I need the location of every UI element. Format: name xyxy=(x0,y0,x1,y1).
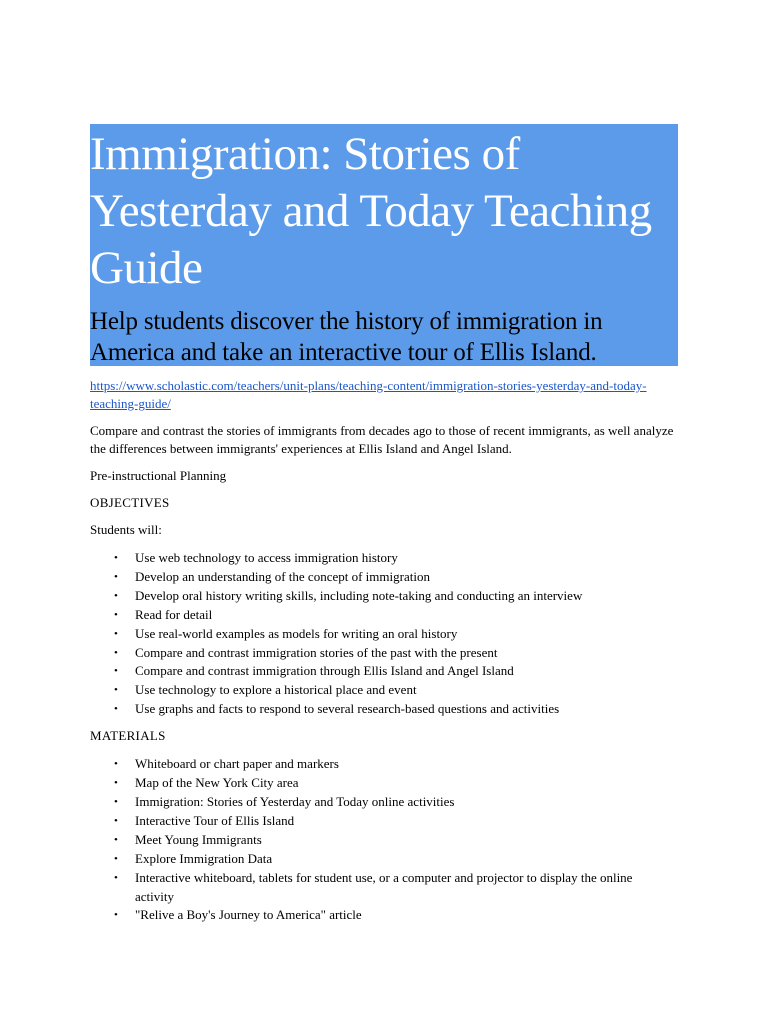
list-item xyxy=(90,606,665,625)
list-item xyxy=(90,793,665,812)
bullet-icon: • xyxy=(114,665,118,678)
list-item-text: Explore Immigration Data xyxy=(135,850,273,866)
list-item-text: Compare and contrast immigration through Ellis Island and Angel Island xyxy=(135,663,514,679)
bullet-icon: • xyxy=(114,608,118,621)
document-page xyxy=(90,124,678,925)
materials-heading: MATERIALS xyxy=(90,728,166,744)
list-item xyxy=(90,774,665,793)
list-item xyxy=(90,850,665,869)
list-item-text: Interactive Tour of Ellis Island xyxy=(135,812,295,828)
list-item xyxy=(90,625,665,644)
list-item xyxy=(90,644,665,663)
list-item xyxy=(90,549,665,568)
list-item-text: Immigration: Stories of Yesterday and Today online activities xyxy=(135,793,455,809)
list-item xyxy=(90,755,665,774)
list-item-text: Meet Young Immigrants xyxy=(135,831,262,847)
page-title: Immigration: Stories of Yesterday and Today Teaching Guide xyxy=(90,128,652,294)
list-item xyxy=(90,587,665,606)
objectives-heading: OBJECTIVES xyxy=(90,495,170,510)
bullet-icon: • xyxy=(114,627,118,640)
list-item-text: Use web technology to access immigration history xyxy=(135,550,398,565)
list-item xyxy=(90,831,665,850)
planning-heading: Pre-instructional Planning xyxy=(90,468,227,483)
bullet-icon: • xyxy=(114,758,118,771)
source-link[interactable]: https://www.scholastic.com/teachers/unit-plans/teaching-content/immigration-stories-yesterday-and-today-teaching-guide/ xyxy=(90,378,647,411)
list-item-text: Interactive whiteboard, tablets for student use, or a computer and projector to display the online activity xyxy=(135,869,633,904)
list-item-text: Develop an understanding of the concept of immigration xyxy=(135,568,430,584)
title-banner xyxy=(90,124,678,366)
list-item xyxy=(90,568,665,587)
bullet-icon: • xyxy=(114,777,118,790)
list-item xyxy=(90,906,665,925)
bullet-icon: • xyxy=(114,552,118,564)
bullet-icon: • xyxy=(114,570,118,583)
list-item xyxy=(90,662,665,681)
list-item xyxy=(90,812,665,831)
list-item-text: Use real-world examples as models for writing an oral history xyxy=(135,625,458,641)
list-item-text: "Relive a Boy's Journey to America" article xyxy=(135,907,362,923)
intro-paragraph: Compare and contrast the stories of immigrants from decades ago to those of recent immigrants, as well analyze the differences between immigrants' experiences at Ellis Island and Angel Island. xyxy=(90,423,674,456)
list-item-text: Compare and contrast immigration stories of the past with the present xyxy=(135,644,498,660)
list-item-text: Develop oral history writing skills, including note-taking and conducting an interview xyxy=(135,587,583,603)
bullet-icon: • xyxy=(114,703,118,716)
materials-list xyxy=(90,755,678,925)
list-item-text: Use graphs and facts to respond to several research-based questions and activities xyxy=(135,701,560,717)
list-item-text: Read for detail xyxy=(135,606,213,622)
list-item xyxy=(90,869,665,907)
list-item-text: Map of the New York City area xyxy=(135,775,299,791)
bullet-icon: • xyxy=(114,589,118,602)
bullet-icon: • xyxy=(114,684,118,697)
bullet-icon: • xyxy=(114,852,118,865)
bullet-icon: • xyxy=(114,909,118,922)
bullet-icon: • xyxy=(114,795,118,808)
bullet-icon: • xyxy=(114,871,118,884)
list-item-text: Use technology to explore a historical place and event xyxy=(135,682,417,698)
list-item xyxy=(90,700,665,719)
bullet-icon: • xyxy=(114,814,118,827)
objectives-lead: Students will: xyxy=(90,522,162,537)
bullet-icon: • xyxy=(114,833,118,846)
list-item-text: Whiteboard or chart paper and markers xyxy=(135,756,339,772)
page-subtitle: Help students discover the history of immigration in America and take an interactive tour of Ellis Island. xyxy=(90,308,603,366)
objectives-list xyxy=(90,549,678,719)
list-item xyxy=(90,681,665,700)
bullet-icon: • xyxy=(114,646,118,659)
